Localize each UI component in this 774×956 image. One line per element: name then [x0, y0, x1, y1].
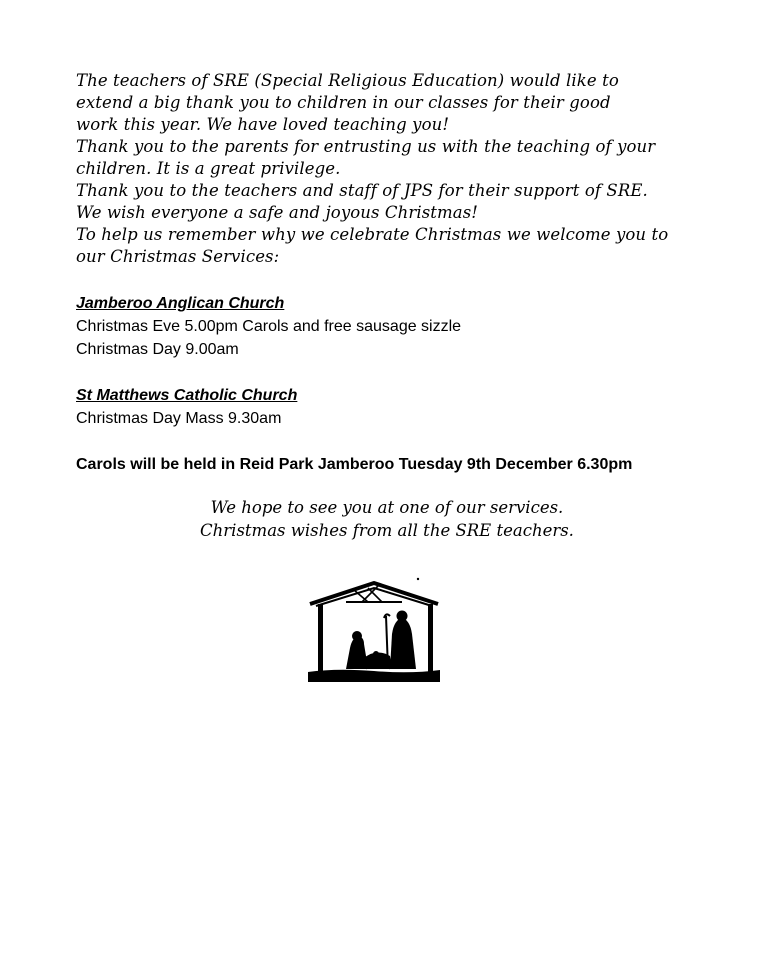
- intro-line: our Christmas Services:: [76, 247, 280, 266]
- intro-line: children. It is a great privilege.: [76, 159, 341, 178]
- church-name: Jamberoo Anglican Church: [76, 295, 285, 312]
- intro-line: The teachers of SRE (Special Religious Education) would like to: [76, 71, 619, 90]
- intro-line: work this year. We have loved teaching you!: [76, 115, 450, 134]
- intro-line: Thank you to the teachers and staff of JPS for their support of SRE.: [76, 181, 648, 200]
- church-anglican: [76, 292, 716, 361]
- intro-line: We wish everyone a safe and joyous Christmas!: [76, 203, 479, 222]
- nativity-scene-icon: [306, 576, 442, 686]
- church-name: St Matthews Catholic Church: [76, 387, 298, 404]
- service-time: Christmas Day 9.00am: [76, 341, 239, 358]
- intro-line: extend a big thank you to children in our classes for their good: [76, 93, 611, 112]
- intro-line: To help us remember why we celebrate Christmas we welcome you to: [76, 225, 669, 244]
- intro-message: [76, 70, 736, 268]
- closing-line: We hope to see you at one of our services.: [210, 498, 564, 517]
- closing-message: [100, 496, 674, 542]
- closing-line: Christmas wishes from all the SRE teachers.: [200, 521, 574, 540]
- carols-announcement: Carols will be held in Reid Park Jamberoo Tuesday 9th December 6.30pm: [76, 456, 633, 473]
- intro-line: Thank you to the parents for entrusting us with the teaching of your: [76, 137, 656, 156]
- service-time: Christmas Day Mass 9.30am: [76, 410, 282, 427]
- church-catholic: [76, 384, 716, 430]
- service-time: Christmas Eve 5.00pm Carols and free sausage sizzle: [76, 318, 462, 335]
